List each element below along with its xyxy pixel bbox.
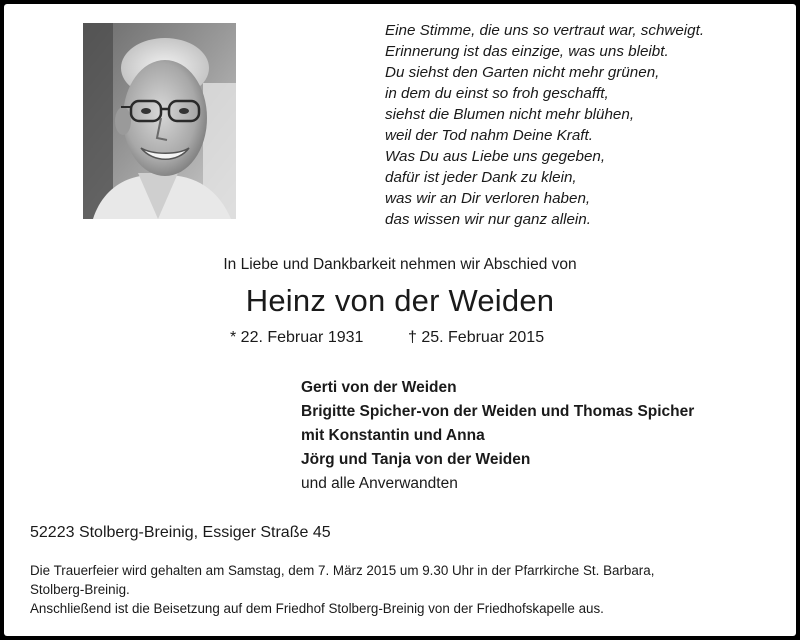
family-member: mit Konstantin und Anna [301, 427, 485, 444]
farewell-intro: In Liebe und Dankbarkeit nehmen wir Abschied von [223, 256, 577, 273]
poem-line: weil der Tod nahm Deine Kraft. [385, 127, 593, 144]
poem-verse [385, 20, 785, 230]
obituary-page [4, 4, 796, 636]
birth-date: * 22. Februar 1931 [230, 329, 364, 346]
family-member: Brigitte Spicher-von der Weiden und Thomas Spicher [301, 403, 695, 420]
poem-line: siehst die Blumen nicht mehr blühen, [385, 106, 635, 123]
poem-line: was wir an Dir verloren haben, [385, 190, 591, 207]
poem-line: Erinnerung ist das einzige, was uns bleibt. [385, 43, 669, 60]
poem-line: dafür ist jeder Dank zu klein, [385, 169, 577, 186]
notice-line: Anschließend ist die Beisetzung auf dem Friedhof Stolberg-Breinig von der Friedhofskapelle aus. [30, 601, 604, 616]
poem-line: in dem du einst so froh geschafft, [385, 85, 609, 102]
family-list [301, 376, 694, 496]
family-member: Jörg und Tanja von der Weiden [301, 451, 531, 468]
death-date: † 25. Februar 2015 [408, 329, 545, 346]
notice-line: Die Trauerfeier wird gehalten am Samstag, dem 7. März 2015 um 9.30 Uhr in der Pfarrkirche St. Barbara, [30, 563, 655, 578]
address: 52223 Stolberg-Breinig, Essiger Straße 45 [30, 524, 331, 541]
poem-line: Was Du aus Liebe uns gegeben, [385, 148, 606, 165]
portrait-photo [83, 23, 236, 219]
funeral-notice [30, 561, 790, 618]
poem-line: Du siehst den Garten nicht mehr grünen, [385, 64, 660, 81]
deceased-name: Heinz von der Weiden [245, 283, 555, 318]
family-member: Gerti von der Weiden [301, 379, 457, 396]
notice-line: Stolberg-Breinig. [30, 582, 130, 597]
poem-line: das wissen wir nur ganz allein. [385, 211, 591, 228]
poem-line: Eine Stimme, die uns so vertraut war, schweigt. [385, 22, 705, 39]
relatives-closing: und alle Anverwandten [301, 475, 458, 492]
